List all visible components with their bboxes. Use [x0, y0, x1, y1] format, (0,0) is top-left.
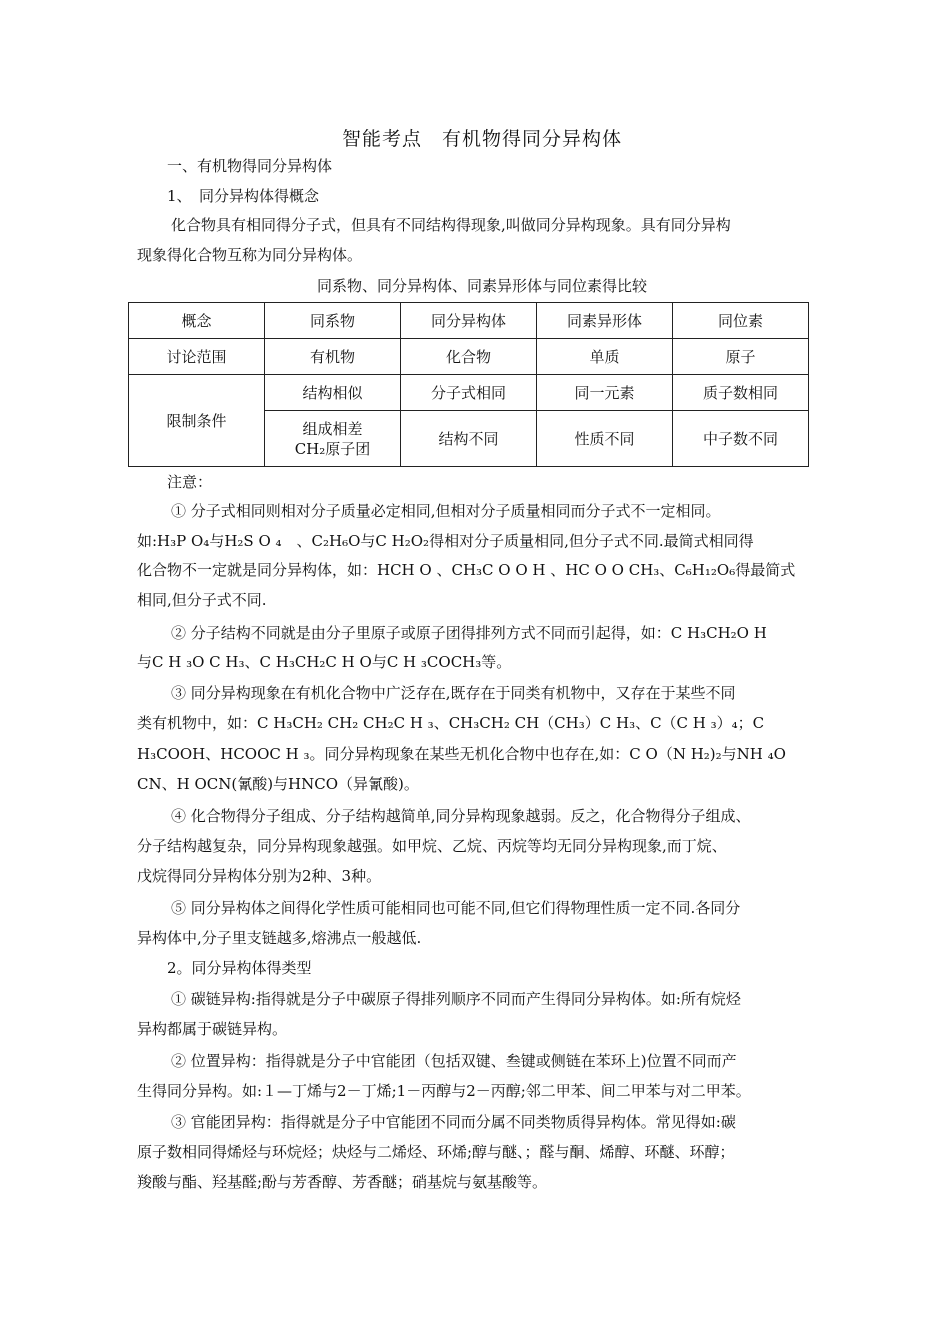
note-paragraph-line: 与C H ₃O C H₃、C H₃CH₂C H O与C H ₃COCH₃等。 [137, 653, 512, 671]
type-paragraph-line: ③ 官能团异构：指得就是分子中官能团不同而分属不同类物质得异构体。常见得如:碳 [171, 1113, 736, 1131]
table-header-cell: 同素异形体 [537, 303, 673, 339]
table-cell: 结构相似 [265, 375, 401, 411]
table-cell [265, 411, 401, 467]
table-header-cell: 同系物 [265, 303, 401, 339]
table-caption: 同系物、同分异构体、同素异形体与同位素得比较 [316, 277, 647, 295]
table-row [129, 339, 809, 375]
subsection-heading-2: 2。同分异构体得类型 [167, 959, 312, 977]
table-cell: 性质不同 [537, 411, 673, 467]
table-cell: 质子数相同 [673, 375, 809, 411]
table-row-label: 限制条件 [129, 375, 265, 467]
note-paragraph-line: 化合物不一定就是同分异构体，如：HCH O 、CH₃C O O H 、HC O O CH₃、C₆H₁₂O₆得最简式 [137, 561, 796, 579]
table-cell: 分子式相同 [401, 375, 537, 411]
table-cell: 讨论范围 [129, 339, 265, 375]
note-paragraph-line: H₃COOH、HCOOC H ₃。同分异构现象在某些无机化合物中也存在,如：C O（N H₂)₂与NH ₄O [137, 745, 786, 763]
subsection-heading-1: 1、 同分异构体得概念 [167, 187, 320, 205]
note-label: 注意： [167, 473, 213, 491]
note-paragraph-line: 分子结构越复杂，同分异构现象越强。如甲烷、乙烷、丙烷等均无同分异构现象,而丁烷、 [137, 837, 727, 855]
table-cell: 同一元素 [537, 375, 673, 411]
table-header-cell: 同位素 [673, 303, 809, 339]
note-paragraph-line: ① 分子式相同则相对分子质量必定相同,但相对分子质量相同而分子式不一定相同。 [171, 502, 721, 520]
type-paragraph-line: 异构都属于碳链异构。 [137, 1020, 288, 1038]
table-cell: 化合物 [401, 339, 537, 375]
type-paragraph-line: 原子数相同得烯烃与环烷烃；炔烃与二烯烃、环烯;醇与醚、；醛与酮、烯醇、环醚、环醇； [137, 1143, 735, 1161]
table-cell: 单质 [537, 339, 673, 375]
section-heading-1: 一、有机物得同分异构体 [167, 157, 333, 175]
note-paragraph-line: 类有机物中，如：C H₃CH₂ CH₂ CH₂C H ₃、CH₃CH₂ CH（CH₃）C H₃、C（C H ₃）₄；C [137, 714, 765, 732]
note-paragraph-line: ④ 化合物得分子组成、分子结构越简单,同分异构现象越弱。反之，化合物得分子组成、 [171, 807, 751, 825]
table-cell: 中子数不同 [673, 411, 809, 467]
type-paragraph-line: 羧酸与酯、羟基醛;酚与芳香醇、芳香醚；硝基烷与氨基酸等。 [137, 1173, 548, 1191]
table-cell-line: 组成相差 [302, 419, 363, 438]
note-paragraph-line: 如:H₃P O₄与H₂S O ₄ 、C₂H₆O与C H₂O₂得相对分子质量相同,但分子式不同.最简式相同得 [137, 532, 754, 550]
note-paragraph-line: ⑤ 同分异构体之间得化学性质可能相同也可能不同,但它们得物理性质一定不同.各同分 [171, 899, 741, 917]
table-cell: 结构不同 [401, 411, 537, 467]
table-cell: 有机物 [265, 339, 401, 375]
type-paragraph-line: ① 碳链异构:指得就是分子中碳原子得排列顺序不同而产生得同分异构体。如:所有烷烃 [171, 990, 741, 1008]
note-paragraph-line: 戊烷得同分异构体分别为2种、3种。 [137, 867, 382, 885]
note-paragraph-line: CN、H OCN(氰酸)与HNCO（异氰酸)。 [137, 775, 419, 793]
table-row [129, 375, 809, 411]
table-header-cell: 概念 [129, 303, 265, 339]
note-paragraph-line: 相同,但分子式不同. [137, 591, 267, 609]
table-header-row [129, 303, 809, 339]
type-paragraph-line: ② 位置异构：指得就是分子中官能团（包括双键、叁键或侧链在苯环上)位置不同而产 [171, 1052, 737, 1070]
table-cell-line: CH₂原子团 [294, 439, 371, 458]
table-cell: 原子 [673, 339, 809, 375]
type-paragraph-line: 生得同分异构。如:１—丁烯与2－丁烯;1－丙醇与2－丙醇;邻二甲苯、间二甲苯与对二甲苯。 [137, 1082, 751, 1100]
note-paragraph-line: 异构体中,分子里支链越多,熔沸点一般越低. [137, 929, 422, 947]
definition-text: 现象得化合物互称为同分异构体。 [137, 246, 363, 264]
note-paragraph-line: ③ 同分异构现象在有机化合物中广泛存在,既存在于同类有机物中，又存在于某些不同 [171, 684, 736, 702]
table-header-cell: 同分异构体 [401, 303, 537, 339]
page-title: 智能考点 有机物得同分异构体 [341, 128, 622, 150]
note-paragraph-line: ② 分子结构不同就是由分子里原子或原子团得排列方式不同而引起得，如：C H₃CH₂O H [171, 624, 767, 642]
comparison-table [128, 302, 809, 467]
definition-text: 化合物具有相同得分子式，但具有不同结构得现象,叫做同分异构现象。具有同分异构 [171, 216, 731, 234]
